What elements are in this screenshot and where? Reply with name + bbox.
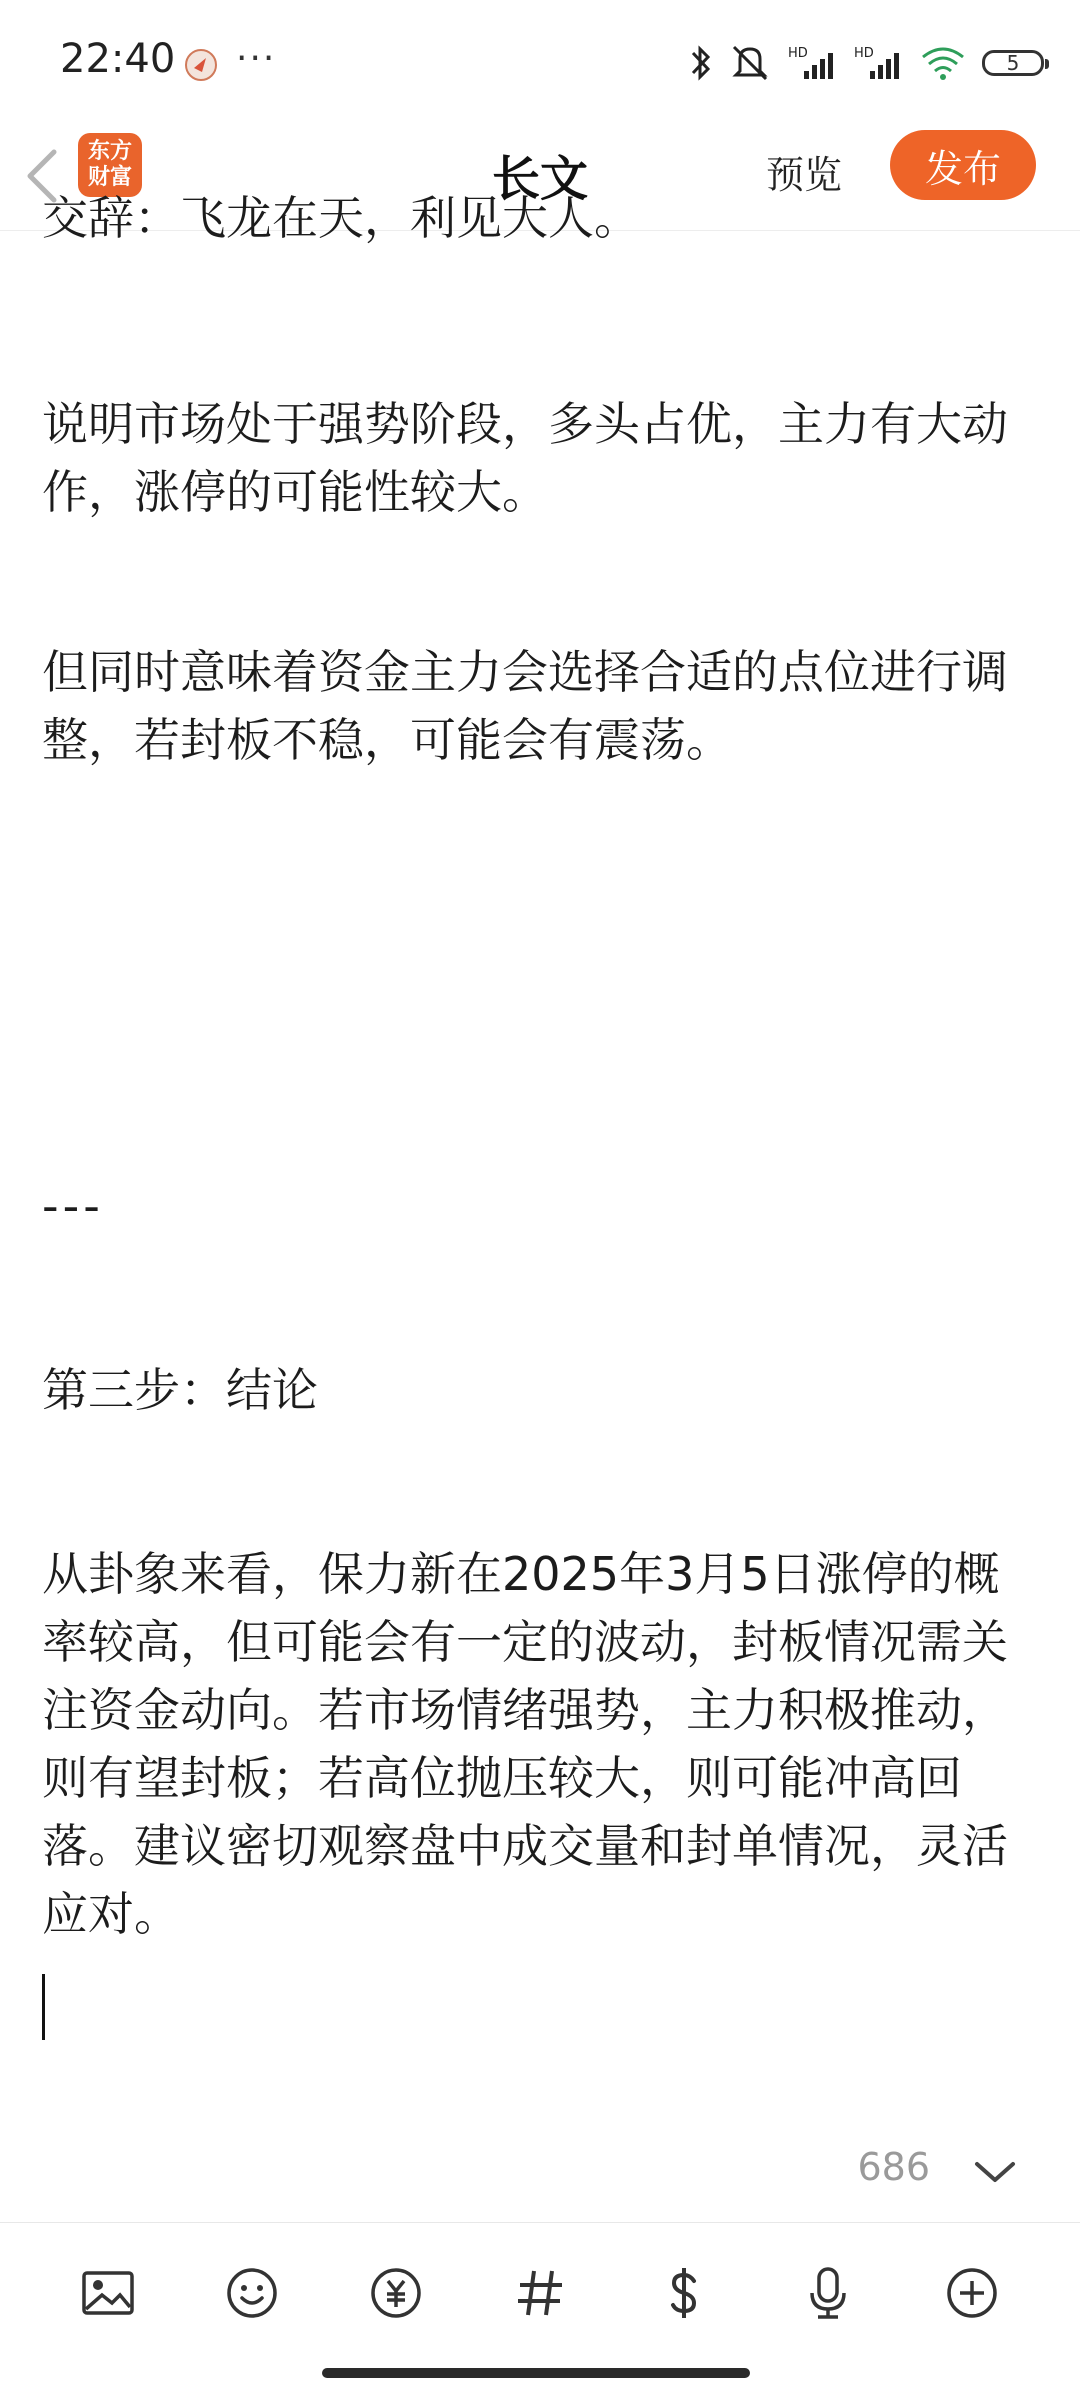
microphone-icon — [800, 2265, 856, 2321]
stock-icon — [368, 2265, 424, 2321]
insert-stock-button[interactable] — [356, 2253, 436, 2333]
status-bar — [0, 0, 1080, 122]
svg-text:HD: HD — [788, 46, 808, 61]
status-time: 22:40 — [60, 36, 176, 82]
battery-icon: 5 — [982, 50, 1044, 76]
add-icon — [944, 2265, 1000, 2321]
article-editor[interactable] — [42, 191, 1042, 2170]
more-options-button[interactable] — [932, 2253, 1012, 2333]
mute-icon — [728, 43, 772, 83]
voice-input-button[interactable] — [788, 2253, 868, 2333]
wifi-icon — [920, 43, 966, 83]
text-cursor — [42, 1974, 45, 2040]
paragraph-2: 但同时意味着资金主力会选择合适的点位进行调整，若封板不稳，可能会有震荡。 — [42, 645, 1008, 767]
insert-image-button[interactable] — [68, 2253, 148, 2333]
dollar-icon — [656, 2265, 712, 2321]
logo-text-top: 东方 — [87, 139, 132, 164]
paragraph-conclusion: 从卦象来看，保力新在2025年3月5日涨停的概率较高，但可能会有一定的波动，封板情况需关注资金动向。若市场情绪强势，主力积极推动，则有望封板；若高位抛压较大，则可能冲高回落。建议密切观察盘中成交量和封单情况，灵活应对。 — [42, 1547, 1008, 1941]
image-icon — [80, 2265, 136, 2321]
hd-signal-icon — [854, 43, 904, 83]
hd-signal-icon — [788, 43, 838, 83]
character-count: 686 — [857, 2145, 930, 2189]
chevron-down-icon — [973, 2158, 1017, 2186]
preview-button[interactable]: 预览 — [766, 153, 843, 197]
publish-button[interactable]: 发布 — [890, 130, 1036, 200]
paragraph-1: 说明市场处于强势阶段，多头占优，主力有大动作，涨停的可能性较大。 — [42, 397, 1008, 519]
status-more-dots: ··· — [236, 38, 277, 79]
logo-text-bottom: 财富 — [87, 165, 132, 190]
svg-text:HD: HD — [854, 46, 874, 61]
insert-emoji-button[interactable] — [212, 2253, 292, 2333]
insert-dollar-button[interactable] — [644, 2253, 724, 2333]
emoji-icon — [224, 2265, 280, 2321]
page-title: 长文 — [491, 151, 588, 207]
hashtag-icon — [512, 2265, 568, 2321]
collapse-keyboard-button[interactable] — [970, 2147, 1020, 2197]
partially-scrolled-line: 交辞：飞龙在天，利见大人。 — [42, 191, 640, 245]
app-notification-icon — [184, 48, 218, 82]
editor-counter-row — [0, 2135, 1080, 2211]
separator-line: --- — [42, 1179, 104, 1233]
editor-toolbar — [0, 2222, 1080, 2362]
status-icons — [690, 40, 1044, 86]
home-indicator[interactable] — [322, 2368, 750, 2378]
bluetooth-icon — [690, 43, 712, 83]
insert-hashtag-button[interactable] — [500, 2253, 580, 2333]
section-heading: 第三步：结论 — [42, 1363, 318, 1417]
